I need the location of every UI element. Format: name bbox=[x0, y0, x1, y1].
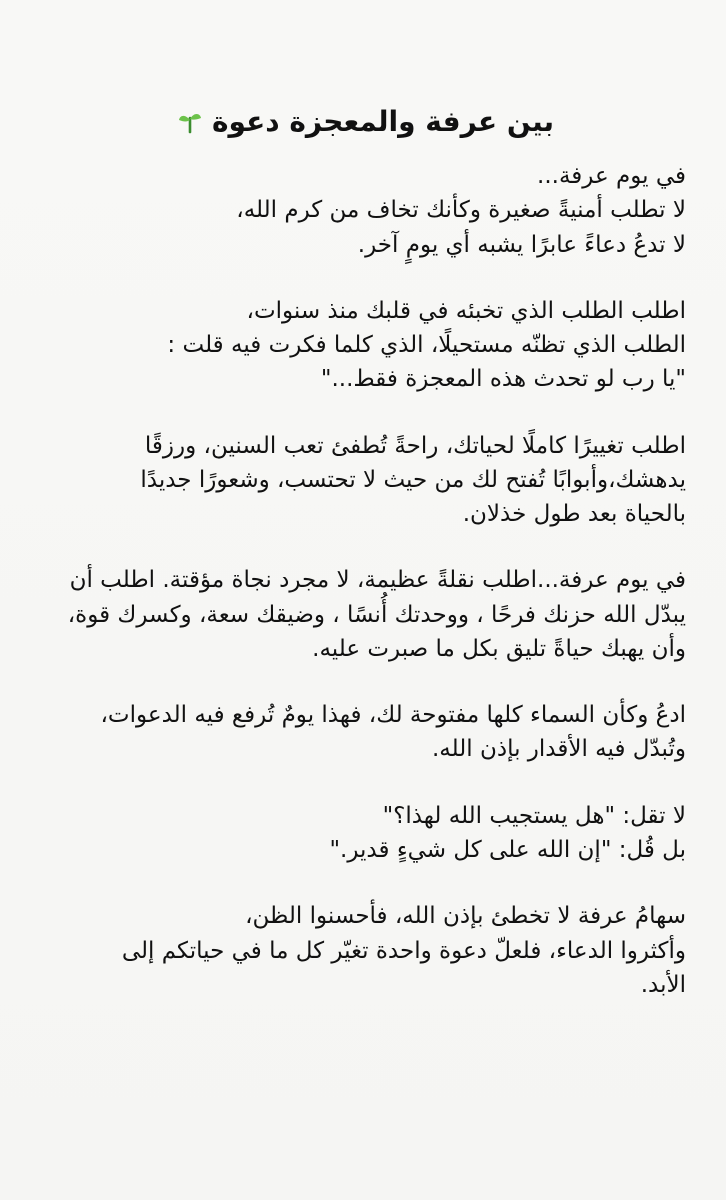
article-content bbox=[44, 104, 686, 1002]
paragraph-4: في يوم عرفة...اطلب نقلةً عظيمة، لا مجرد نجاة مؤقتة. اطلب أن يبدّل الله حزنك فرحًا ، ووحدتك أُنسًا ، وضيقك سعة، وكسرك قوة، وأن يهبك حياةً تليق بكل ما صبرت عليه. bbox=[67, 567, 686, 662]
paragraph-7: سهامُ عرفة لا تخطئ بإذن الله، فأحسنوا الظن، وأكثروا الدعاء، فلعلّ دعوة واحدة تغيّر كل ما في حياتكم إلى الأبد. bbox=[121, 903, 686, 998]
paragraph-2: اطلب الطلب الذي تخبئه في قلبك منذ سنوات، الطلب الذي تظنّه مستحيلًا، الذي كلما فكرت فيه قلت : "يا رب لو تحدث هذه المعجزة فقط..." bbox=[167, 297, 686, 393]
title-row bbox=[44, 104, 686, 139]
paragraph-5: ادعُ وكأن السماء كلها مفتوحة لك، فهذا يومٌ تُرفع فيه الدعوات، وتُبدّل فيه الأقدار بإذن الله. bbox=[100, 702, 686, 763]
page-title: بين عرفة والمعجزة دعوة bbox=[211, 105, 555, 138]
sprout-icon bbox=[176, 108, 204, 136]
paragraph-1: في يوم عرفة... لا تطلب أمنيةً صغيرة وكأنك تخاف من كرم الله، لا تدعُ دعاءً عابرًا يشبه أي يومٍ آخر. bbox=[236, 163, 686, 258]
paragraph-6: لا تقل: "هل يستجيب الله لهذا؟" بل قُل: "إن الله على كل شيءٍ قدير." bbox=[329, 802, 686, 863]
paragraph-3: اطلب تغييرًا كاملًا لحياتك، راحةً تُطفئ تعب السنين، ورزقًا يدهشك،وأبوابًا تُفتح لك من حيث لا تحتسب، وشعورًا جديدًا بالحياة بعد طول خذلان. bbox=[140, 432, 686, 528]
